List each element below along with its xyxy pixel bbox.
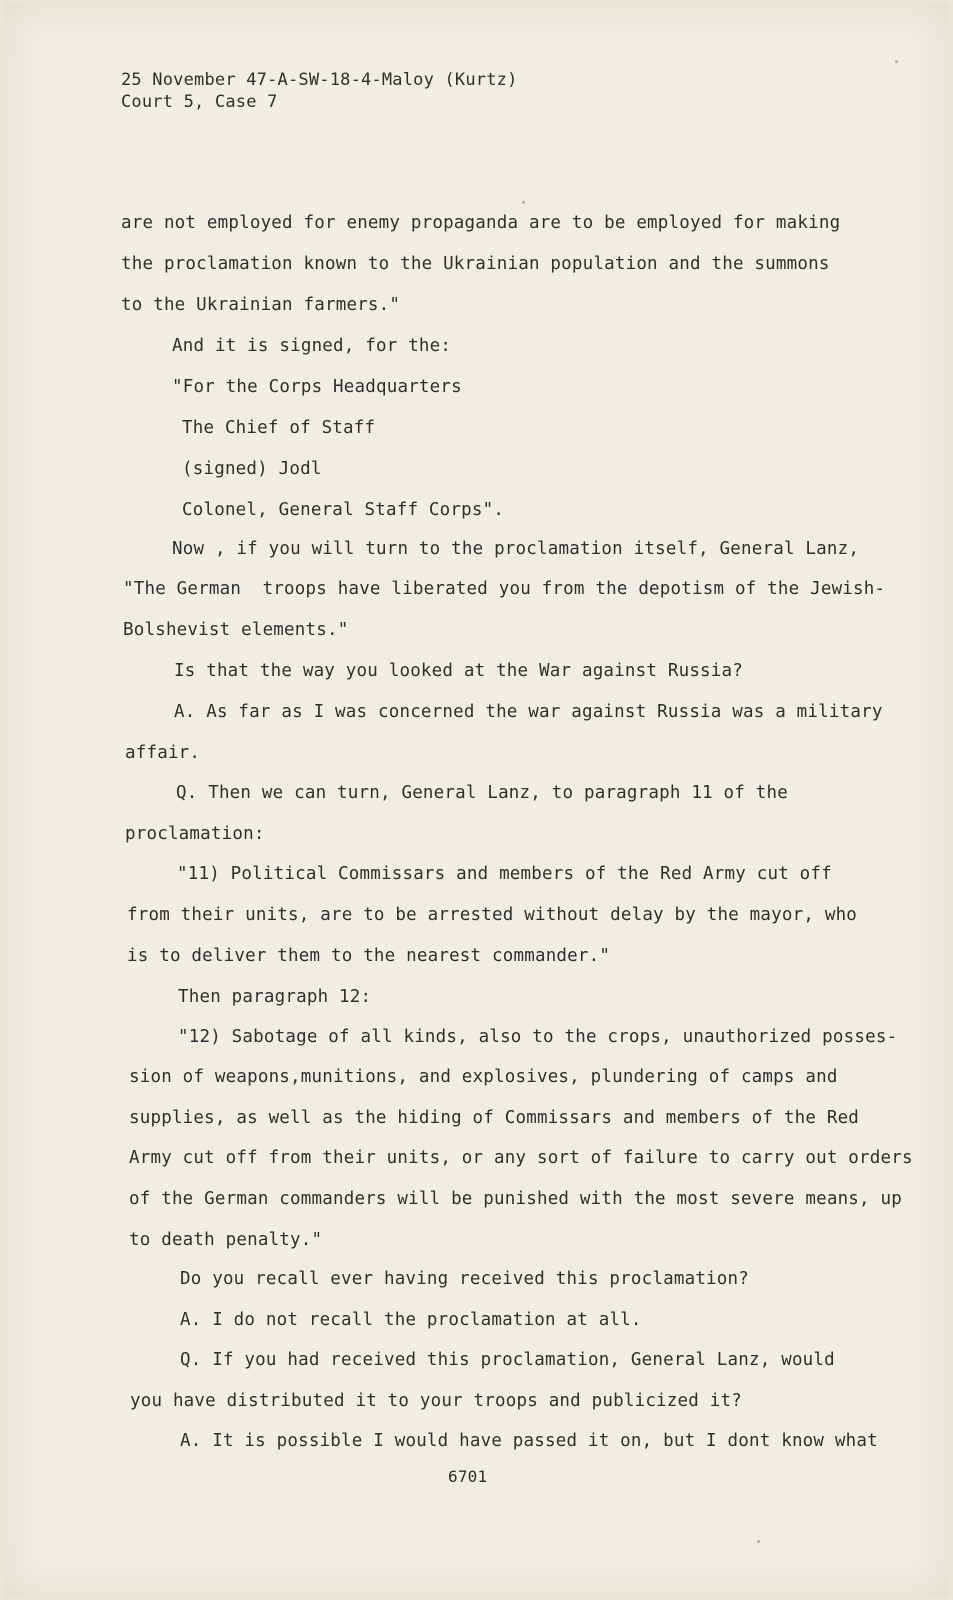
body-line: sion of weapons,munitions, and explosives, plundering of camps and: [129, 1067, 838, 1087]
body-line: Q. Then we can turn, General Lanz, to paragraph 11 of the: [176, 783, 788, 803]
body-line: And it is signed, for the:: [172, 336, 452, 356]
body-line: A. I do not recall the proclamation at all.: [180, 1310, 642, 1330]
body-line: A. It is possible I would have passed it on, but I dont know what: [180, 1431, 878, 1451]
body-line: you have distributed it to your troops and publicized it?: [130, 1391, 742, 1411]
body-line: Q. If you had received this proclamation, General Lanz, would: [180, 1350, 835, 1370]
body-line: Army cut off from their units, or any sort of failure to carry out orders: [129, 1148, 913, 1168]
body-line: "11) Political Commissars and members of the Red Army cut off: [177, 864, 832, 884]
body-line: "For the Corps Headquarters: [172, 377, 462, 397]
document-page: [4, 3, 949, 1597]
paper-speck: [522, 201, 525, 204]
body-line: to the Ukrainian farmers.": [121, 295, 401, 315]
body-line: Then paragraph 12:: [178, 987, 372, 1007]
body-line: Colonel, General Staff Corps".: [182, 500, 505, 520]
body-line: Is that the way you looked at the War against Russia?: [174, 661, 744, 681]
body-line: supplies, as well as the hiding of Commissars and members of the Red: [129, 1108, 860, 1128]
body-line: is to deliver them to the nearest commander.": [127, 946, 611, 966]
body-line: "The German troops have liberated you from the depotism of the Jewish-: [123, 579, 886, 599]
body-line: Now , if you will turn to the proclamation itself, General Lanz,: [172, 539, 860, 559]
body-line: (signed) Jodl: [182, 459, 322, 479]
body-line: Bolshevist elements.": [123, 620, 349, 640]
header-line-1: 25 November 47-A-SW-18-4-Maloy (Kurtz): [121, 70, 518, 90]
paper-speck: [895, 60, 898, 63]
body-line: the proclamation known to the Ukrainian population and the summons: [121, 254, 830, 274]
body-line: from their units, are to be arrested without delay by the mayor, who: [127, 905, 858, 925]
page-number: 6701: [448, 1467, 488, 1486]
body-line: A. As far as I was concerned the war against Russia was a military: [174, 702, 883, 722]
body-line: proclamation:: [125, 824, 265, 844]
body-line: of the German commanders will be punished with the most severe means, up: [129, 1189, 902, 1209]
body-line: to death penalty.": [129, 1230, 323, 1250]
body-line: "12) Sabotage of all kinds, also to the crops, unauthorized posses-: [178, 1027, 898, 1047]
paper-speck: [757, 1540, 760, 1543]
header-line-2: Court 5, Case 7: [121, 92, 278, 112]
body-line: are not employed for enemy propaganda are to be employed for making: [121, 213, 841, 233]
body-line: Do you recall ever having received this proclamation?: [180, 1269, 750, 1289]
body-line: affair.: [125, 743, 201, 763]
body-line: The Chief of Staff: [182, 418, 376, 438]
